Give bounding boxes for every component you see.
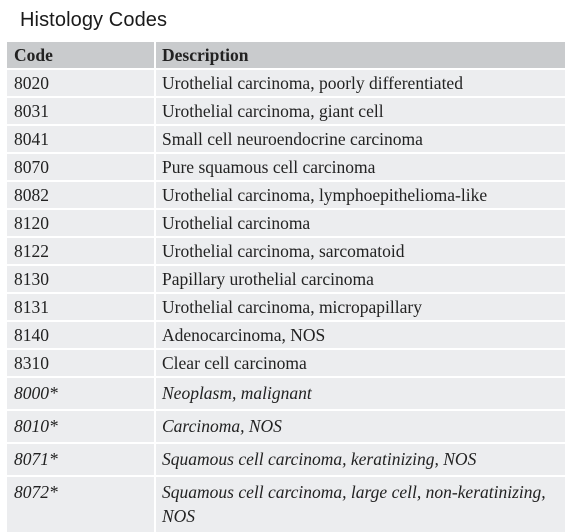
table-row — [7, 97, 565, 125]
code-cell: 8122 — [7, 237, 155, 265]
code-cell: 8070 — [7, 153, 155, 181]
code-cell: 8020 — [7, 69, 155, 97]
description-cell: Neoplasm, malignant — [155, 377, 565, 410]
code-cell: 8000* — [7, 377, 155, 410]
table-row — [7, 69, 565, 97]
table-row-unspecified — [7, 410, 565, 443]
table-row — [7, 293, 565, 321]
histology-codes-table — [7, 42, 565, 532]
table-row-unspecified — [7, 476, 565, 532]
description-cell: Adenocarcinoma, NOS — [155, 321, 565, 349]
code-cell: 8010* — [7, 410, 155, 443]
description-cell: Urothelial carcinoma, lymphoepithelioma-like — [155, 181, 565, 209]
table-row — [7, 237, 565, 265]
code-cell: 8072* — [7, 476, 155, 532]
table-row-unspecified — [7, 443, 565, 476]
code-cell: 8031 — [7, 97, 155, 125]
table-header-row — [7, 42, 565, 69]
description-cell: Squamous cell carcinoma, keratinizing, NOS — [155, 443, 565, 476]
code-cell: 8082 — [7, 181, 155, 209]
code-cell: 8120 — [7, 209, 155, 237]
code-cell: 8041 — [7, 125, 155, 153]
table-row-unspecified — [7, 377, 565, 410]
description-cell: Small cell neuroendocrine carcinoma — [155, 125, 565, 153]
table-row — [7, 265, 565, 293]
description-cell: Urothelial carcinoma, poorly differentiated — [155, 69, 565, 97]
code-cell: 8130 — [7, 265, 155, 293]
description-cell: Urothelial carcinoma, micropapillary — [155, 293, 565, 321]
description-cell: Urothelial carcinoma — [155, 209, 565, 237]
description-cell: Squamous cell carcinoma, large cell, non-keratinizing, NOS — [155, 476, 565, 532]
table-body — [7, 69, 565, 532]
table-row — [7, 349, 565, 377]
column-header-code: Code — [7, 42, 155, 69]
code-cell: 8131 — [7, 293, 155, 321]
description-cell: Pure squamous cell carcinoma — [155, 153, 565, 181]
description-cell: Clear cell carcinoma — [155, 349, 565, 377]
column-header-description: Description — [155, 42, 565, 69]
description-cell: Carcinoma, NOS — [155, 410, 565, 443]
code-cell: 8071* — [7, 443, 155, 476]
description-cell: Papillary urothelial carcinoma — [155, 265, 565, 293]
table-row — [7, 153, 565, 181]
description-cell: Urothelial carcinoma, giant cell — [155, 97, 565, 125]
table-row — [7, 181, 565, 209]
description-cell: Urothelial carcinoma, sarcomatoid — [155, 237, 565, 265]
table-row — [7, 209, 565, 237]
code-cell: 8140 — [7, 321, 155, 349]
code-cell: 8310 — [7, 349, 155, 377]
table-row — [7, 125, 565, 153]
table-row — [7, 321, 565, 349]
page-title: Histology Codes — [20, 9, 168, 31]
